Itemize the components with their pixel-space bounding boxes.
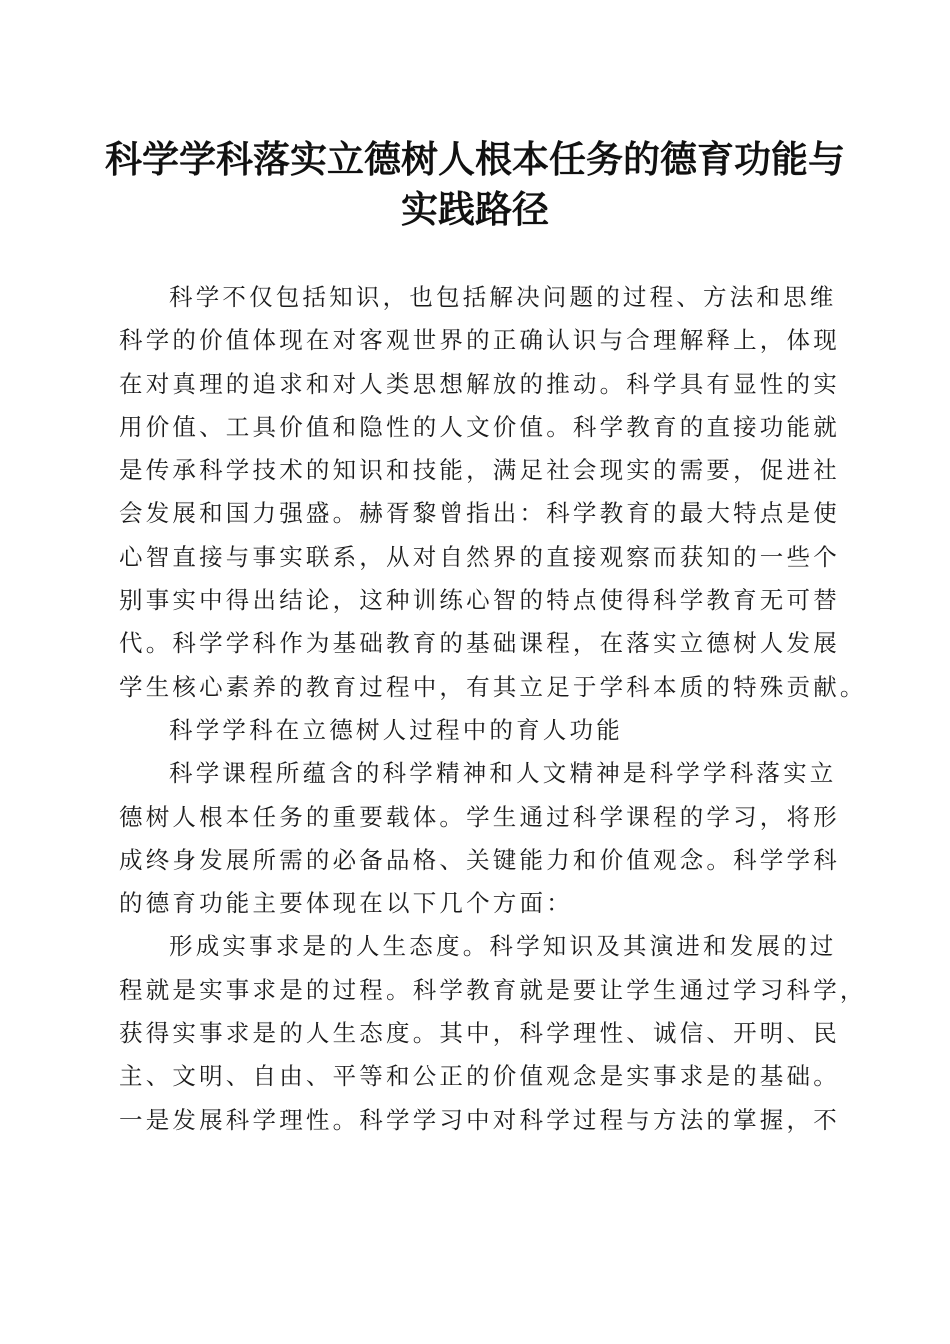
document-title	[100, 134, 850, 234]
paragraph-intro	[119, 276, 867, 709]
text-line: 在对真理的追求和对人类思想解放的推动。科学具有显性的实	[119, 369, 840, 398]
text-line: 德树人根本任务的重要载体。学生通过科学课程的学习，将形	[119, 802, 840, 831]
paragraph-curriculum	[119, 752, 840, 925]
text-line: 的德育功能主要体现在以下几个方面：	[119, 889, 573, 918]
text-line: 主、文明、自由、平等和公正的价值观念是实事求是的基础。	[119, 1062, 840, 1091]
text-line: 科学的价值体现在对客观世界的正确认识与合理解释上，体现	[119, 326, 840, 355]
text-line: 是传承科学技术的知识和技能，满足社会现实的需要，促进社	[119, 456, 840, 485]
text-line: 获得实事求是的人生态度。其中，科学理性、诚信、开明、民	[119, 1019, 840, 1048]
text-line: 科学学科在立德树人过程中的育人功能	[169, 715, 623, 744]
text-line: 别事实中得出结论，这种训练心智的特点使得科学教育无可替	[119, 586, 840, 615]
text-line: 程就是实事求是的过程。科学教育就是要让学生通过学习科学，	[119, 975, 867, 1004]
text-line: 用价值、工具价值和隐性的人文价值。科学教育的直接功能就	[119, 412, 840, 441]
text-line: 科学课程所蕴含的科学精神和人文精神是科学学科落实立	[169, 759, 837, 788]
title-line-1: 科学学科落实立德树人根本任务的德育功能与	[105, 137, 845, 181]
section-heading	[119, 709, 831, 752]
text-line: 一是发展科学理性。科学学习中对科学过程与方法的掌握，不	[119, 1105, 840, 1134]
text-line: 代。科学学科作为基础教育的基础课程，在落实立德树人发展	[119, 629, 840, 658]
document-body	[119, 276, 867, 1142]
text-line: 形成实事求是的人生态度。科学知识及其演进和发展的过	[169, 932, 837, 961]
title-line-2: 实践路径	[401, 187, 549, 231]
text-line: 心智直接与事实联系，从对自然界的直接观察而获知的一些个	[119, 542, 840, 571]
text-line: 科学不仅包括知识，也包括解决问题的过程、方法和思维	[169, 283, 837, 311]
text-line: 会发展和国力强盛。赫胥黎曾指出：科学教育的最大特点是使	[119, 499, 840, 528]
paragraph-attitude	[119, 925, 867, 1141]
text-line: 成终身发展所需的必备品格、关键能力和价值观念。科学学科	[119, 845, 840, 874]
text-line: 学生核心素养的教育过程中，有其立足于学科本质的特殊贡献。	[119, 672, 867, 701]
